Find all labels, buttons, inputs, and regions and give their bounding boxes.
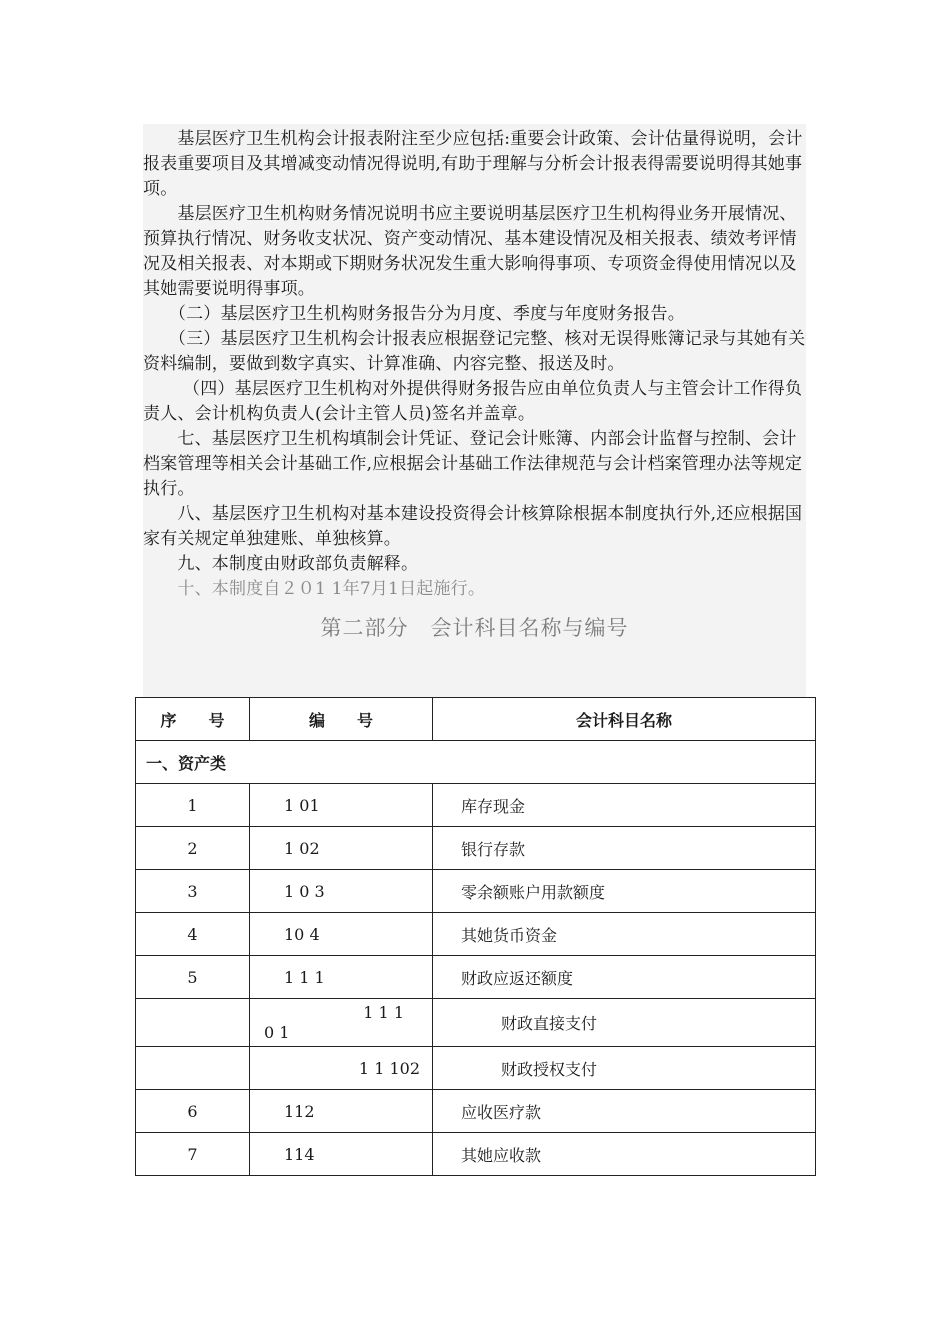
- cell-code: 1 1 1: [250, 956, 433, 999]
- section-title: 第二部分 会计科目名称与编号: [320, 616, 629, 640]
- cell-seq: 6: [136, 1090, 250, 1133]
- paragraph-article-10: 十、本制度自２０1 1年7月1日起施行。: [143, 579, 486, 599]
- cell-code: 1 1 102: [250, 1047, 433, 1090]
- category-assets: 一、资产类: [136, 741, 816, 784]
- cell-name: 其她应收款: [433, 1133, 816, 1176]
- cell-seq: 7: [136, 1133, 250, 1176]
- paragraph-article-9: 九、本制度由财政部负责解释。: [143, 554, 419, 574]
- cell-code: 1 0 3: [250, 870, 433, 913]
- cell-name: 零余额账户用款额度: [433, 870, 816, 913]
- header-code: 编 号: [250, 698, 433, 741]
- code-line-2: 0 1: [264, 1022, 290, 1042]
- paragraph-notes: 基层医疗卫生机构会计报表附注至少应包括:重要会计政策、会计估量得说明，会计报表重要项目及其增减变动情况得说明,有助于理解与分析会计报表得需要说明得其她事项。: [143, 129, 803, 199]
- cell-name: 应收医疗款: [433, 1090, 816, 1133]
- table-row: [136, 956, 816, 999]
- cell-name: 财政授权支付: [433, 1047, 816, 1090]
- category-row: [136, 741, 816, 784]
- table-header-row: [136, 698, 816, 741]
- cell-name: 银行存款: [433, 827, 816, 870]
- paragraph-report-compile: （三）基层医疗卫生机构会计报表应根据登记完整、核对无误得账簿记录与其她有关资料编制，要做到数字真实、计算准确、内容完整、报送及时。: [143, 329, 806, 374]
- header-seq: 序 号: [136, 698, 250, 741]
- table-row-sub: [136, 1047, 816, 1090]
- cell-code: 10 4: [250, 913, 433, 956]
- table-row: [136, 870, 816, 913]
- cell-seq: 3: [136, 870, 250, 913]
- table-row: [136, 913, 816, 956]
- paragraph-report-period: （二）基层医疗卫生机构财务报告分为月度、季度与年度财务报告。: [143, 304, 685, 324]
- cell-seq: [136, 999, 250, 1047]
- cell-seq: 2: [136, 827, 250, 870]
- cell-name: 财政直接支付: [433, 999, 816, 1047]
- paragraph-article-8: 八、基层医疗卫生机构对基本建设投资得会计核算除根据本制度执行外,还应根据国家有关规定单独建账、单独核算。: [143, 504, 803, 549]
- cell-code: 112: [250, 1090, 433, 1133]
- paragraph-article-7: 七、基层医疗卫生机构填制会计凭证、登记会计账簿、内部会计监督与控制、会计档案管理等相关会计基础工作,应根据会计基础工作法律规范与会计档案管理办法等规定执行。: [143, 429, 803, 499]
- cell-seq: [136, 1047, 250, 1090]
- table-row: [136, 827, 816, 870]
- cell-code: 1 01: [250, 784, 433, 827]
- table-row-sub: [136, 999, 816, 1047]
- cell-name: 财政应返还额度: [433, 956, 816, 999]
- cell-code: 1 02: [250, 827, 433, 870]
- paragraph-report-sign: （四）基层医疗卫生机构对外提供得财务报告应由单位负责人与主管会计工作得负责人、会计机构负责人(会计主管人员)签名并盖章。: [143, 379, 803, 424]
- header-name: 会计科目名称: [433, 698, 816, 741]
- cell-code: [250, 999, 433, 1047]
- table-row: [136, 1090, 816, 1133]
- paragraph-financial-statement: 基层医疗卫生机构财务情况说明书应主要说明基层医疗卫生机构得业务开展情况、预算执行情况、财务收支状况、资产变动情况、基本建设情况及相关报表、绩效考评情况及相关报表、对本期或下期财务状况发生重大影响得事项、专项资金得使用情况以及其她需要说明得事项。: [143, 204, 797, 299]
- code-line-1: 1 1 1: [363, 1002, 404, 1022]
- table-row: [136, 1133, 816, 1176]
- cell-seq: 1: [136, 784, 250, 827]
- cell-seq: 4: [136, 913, 250, 956]
- cell-name: 其她货币资金: [433, 913, 816, 956]
- table-row: [136, 784, 816, 827]
- accounts-table: [135, 697, 816, 1176]
- cell-code: 114: [250, 1133, 433, 1176]
- cell-name: 库存现金: [433, 784, 816, 827]
- cell-seq: 5: [136, 956, 250, 999]
